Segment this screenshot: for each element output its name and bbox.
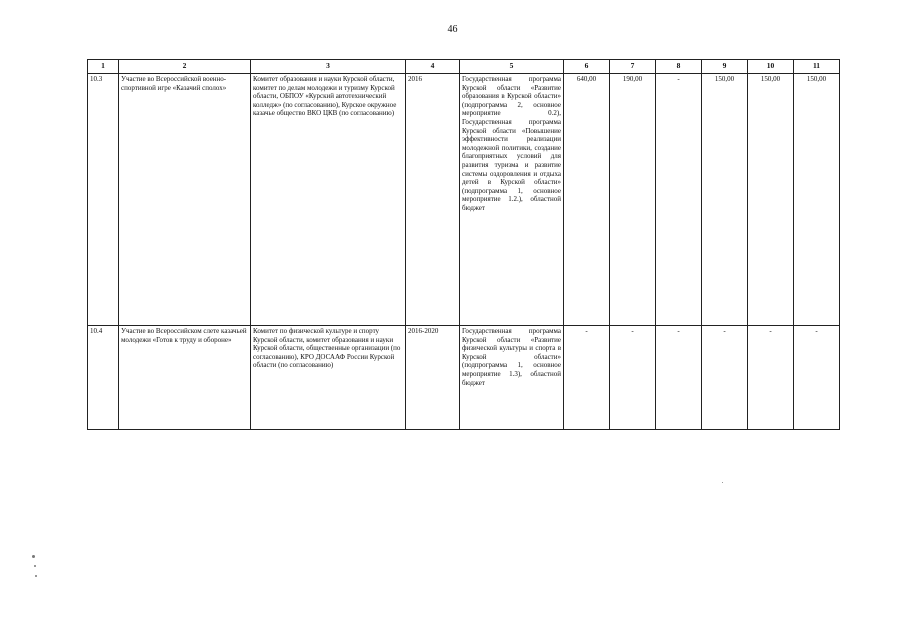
scan-speck bbox=[32, 555, 35, 558]
row-value-col-6: - bbox=[564, 326, 610, 430]
row-period: 2016 bbox=[406, 74, 460, 326]
row-value-col-11: 150,00 bbox=[794, 74, 840, 326]
row-event: Участие во Всероссийской военно-спортивной игре «Казачий сполох» bbox=[119, 74, 251, 326]
row-value-col-10: 150,00 bbox=[748, 74, 794, 326]
header-col-10: 10 bbox=[748, 60, 794, 74]
row-value-col-9: - bbox=[702, 326, 748, 430]
row-executors: Комитет образования и науки Курской области, комитет по делам молодежи и туризму Курской области, ОБПОУ «Курский автотехнический колледж» (по согласованию), Курское окружное казачье общество ВКО ЦКВ (по согласованию) bbox=[251, 74, 406, 326]
scan-speck bbox=[35, 575, 37, 577]
header-col-2: 2 bbox=[119, 60, 251, 74]
row-value-col-7: - bbox=[610, 326, 656, 430]
header-col-4: 4 bbox=[406, 60, 460, 74]
row-funding-source: Государственная программа Курской области «Развитие образования в Курской области» (подпрограмма 2, основное мероприятие 0.2), Государственная программа Курской области «Повышение эффективности реализации молодежной политики, создание благоприятных условий для развития туризма и развитие системы оздоровления и отдыха детей в Курской области» (подпрограмма 1, основное мероприятие 1.2.), областной бюджет bbox=[460, 74, 564, 326]
row-value-col-11: - bbox=[794, 326, 840, 430]
header-col-8: 8 bbox=[656, 60, 702, 74]
row-value-col-10: - bbox=[748, 326, 794, 430]
header-col-1: 1 bbox=[88, 60, 119, 74]
table-row bbox=[88, 74, 840, 326]
row-value-col-9: 150,00 bbox=[702, 74, 748, 326]
row-value-col-7: 190,00 bbox=[610, 74, 656, 326]
header-col-9: 9 bbox=[702, 60, 748, 74]
header-row bbox=[88, 60, 840, 74]
header-col-5: 5 bbox=[460, 60, 564, 74]
page-number: 46 bbox=[447, 24, 458, 35]
scan-speck bbox=[34, 565, 36, 567]
row-code: 10.4 bbox=[88, 326, 119, 430]
row-value-col-8: - bbox=[656, 74, 702, 326]
row-value-col-6: 640,00 bbox=[564, 74, 610, 326]
header-col-11: 11 bbox=[794, 60, 840, 74]
header-col-7: 7 bbox=[610, 60, 656, 74]
row-period: 2016-2020 bbox=[406, 326, 460, 430]
header-col-3: 3 bbox=[251, 60, 406, 74]
row-funding-source: Государственная программа Курской области «Развитие физической культуры и спорта в Курской области» (подпрограмма 1, основное мероприятие 1.3), областной бюджет bbox=[460, 326, 564, 430]
row-code: 10.3 bbox=[88, 74, 119, 326]
program-table bbox=[87, 59, 840, 430]
header-col-6: 6 bbox=[564, 60, 610, 74]
row-value-col-8: - bbox=[656, 326, 702, 430]
row-event: Участие во Всероссийском слете казачьей молодежи «Готов к труду и обороне» bbox=[119, 326, 251, 430]
table-row bbox=[88, 326, 840, 430]
row-executors: Комитет по физической культуре и спорту Курской области, комитет образования и науки Курской области, общественные организации (по согласованию), КРО ДОСААФ России Курской области (по согласованию) bbox=[251, 326, 406, 430]
scan-speck bbox=[722, 482, 723, 483]
